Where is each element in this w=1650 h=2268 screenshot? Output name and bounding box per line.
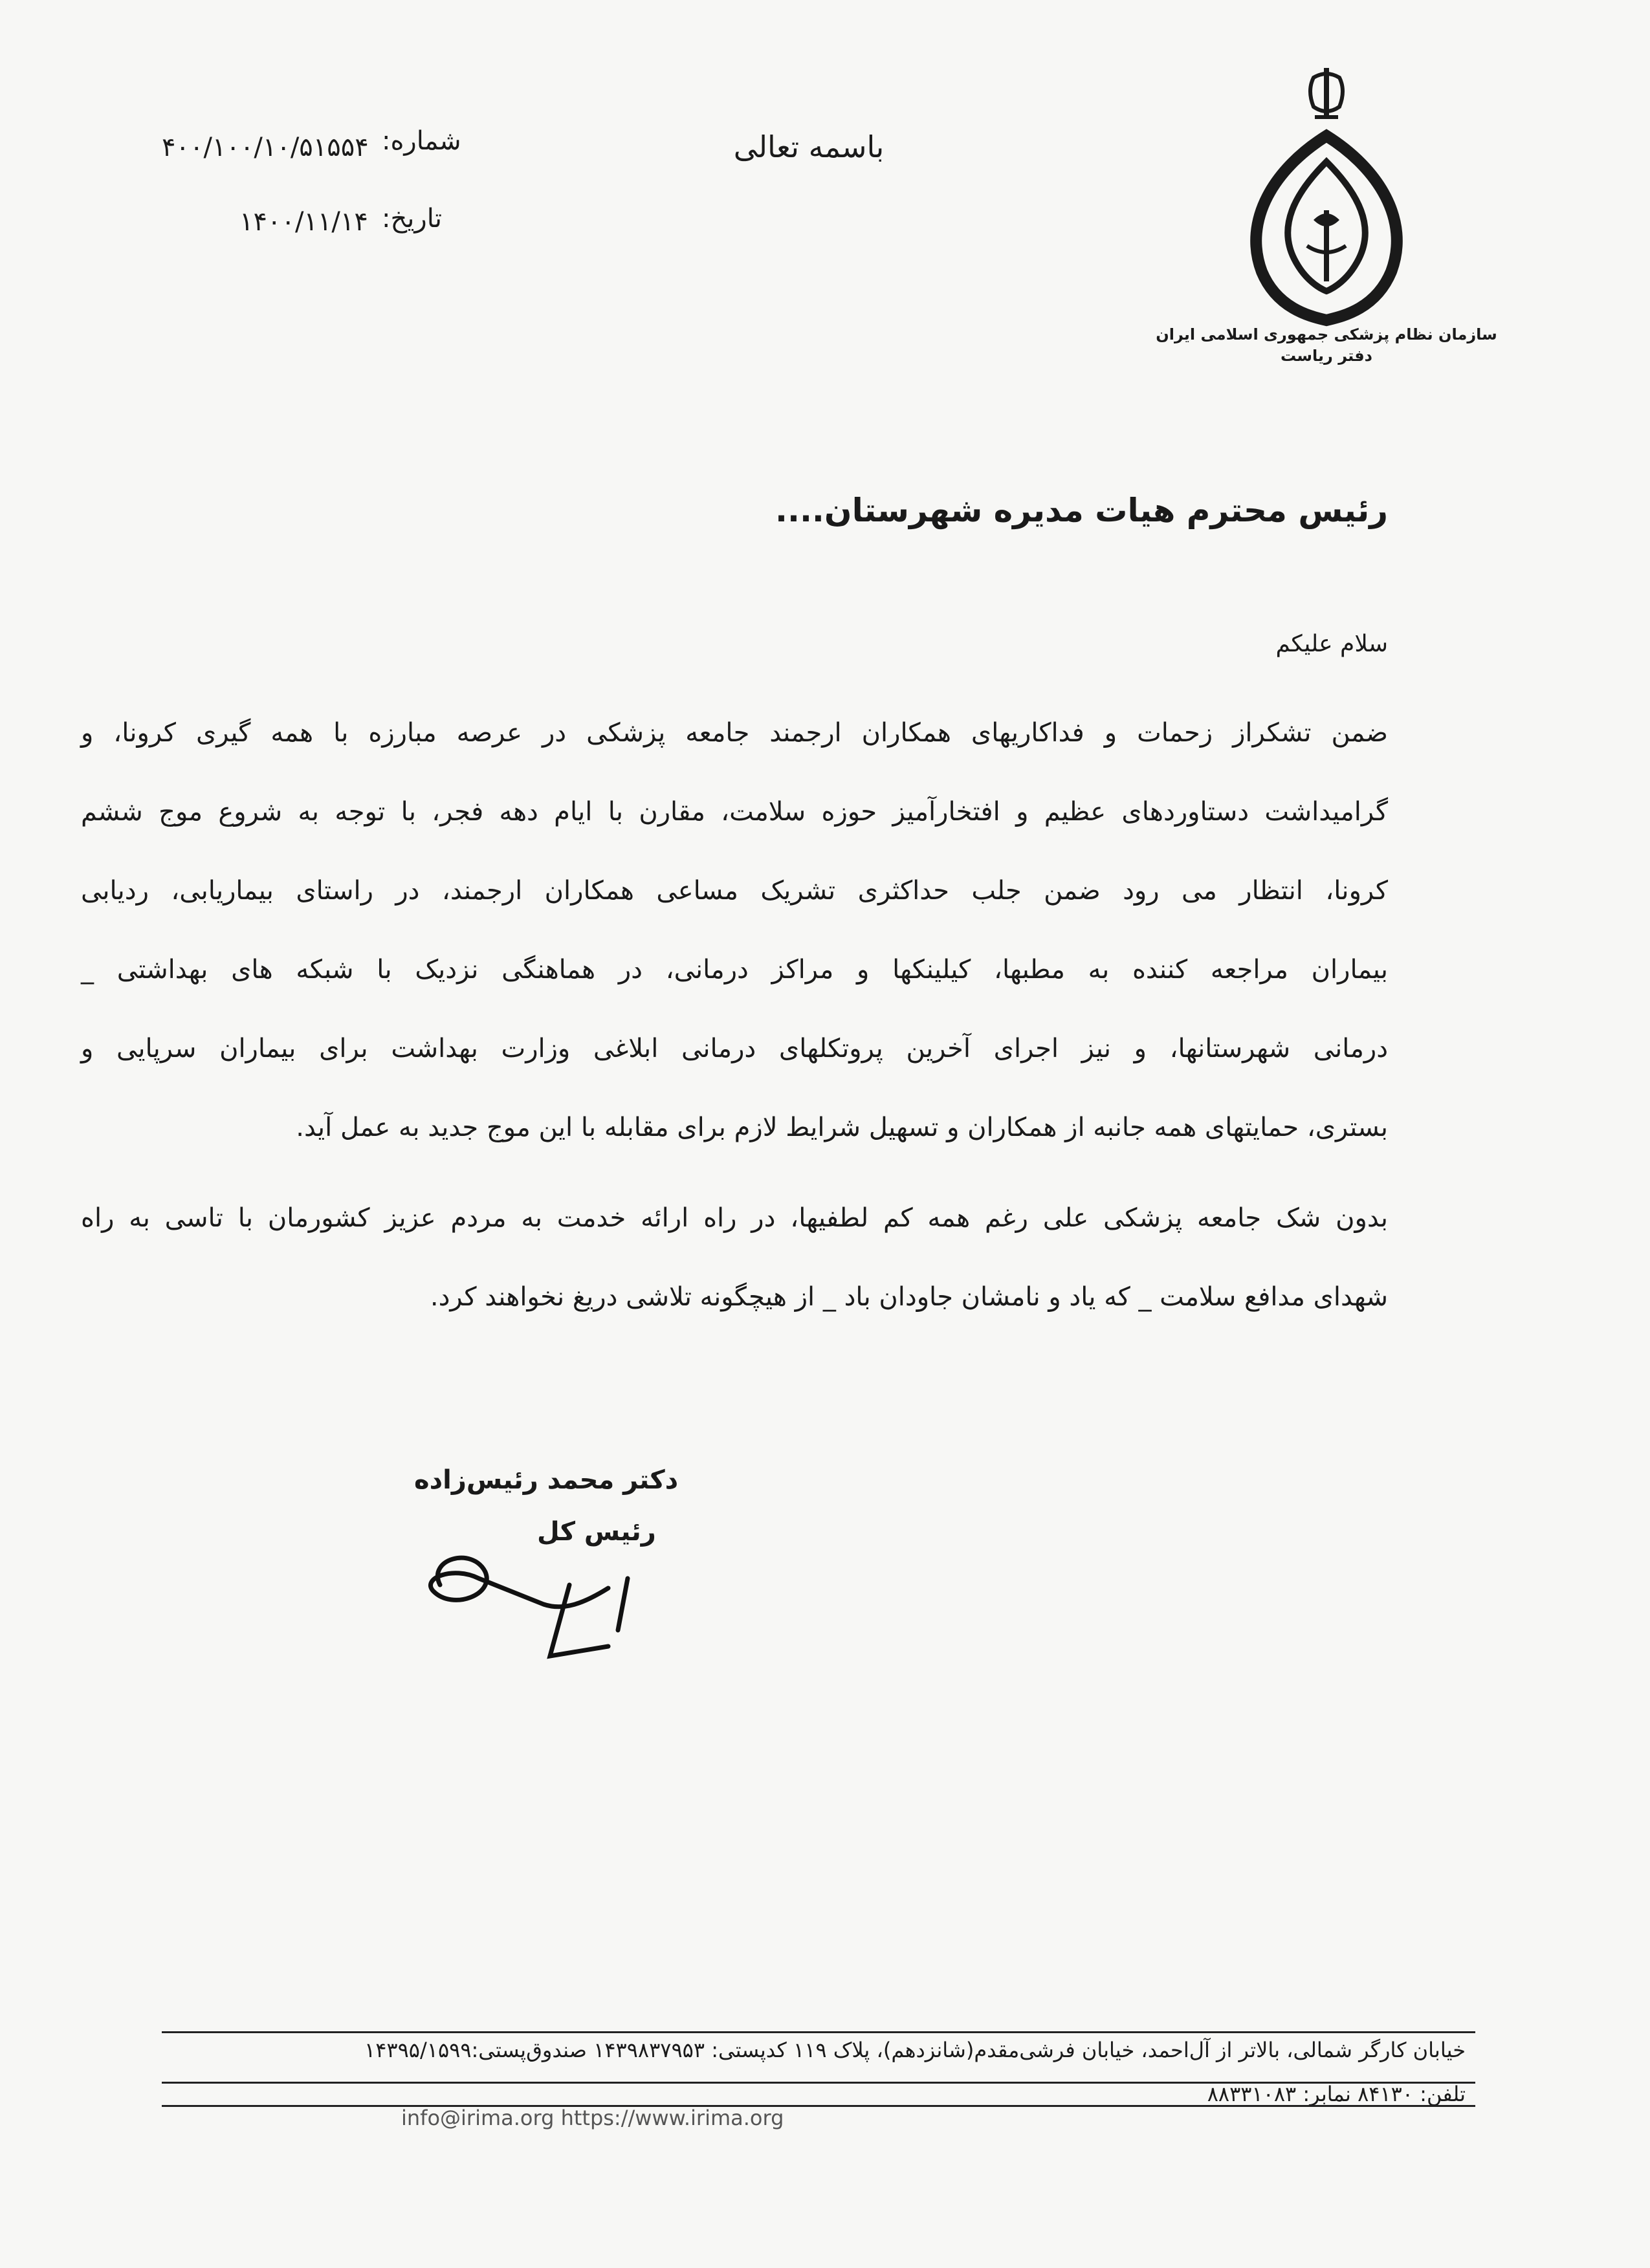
signer-name: دکتر محمد رئیس‌زاده xyxy=(414,1465,679,1495)
medical-council-emblem xyxy=(1156,65,1497,369)
paragraph1-line: ضمن تشکراز زحمات و فداکاریهای همکاران ارجمند جامعه پزشکی در عرصه مبارزه با همه گیری کرونا، و xyxy=(81,718,1388,748)
paragraph1-line: درمانی شهرستانها، و نیز اجرای آخرین پروتکلهای درمانی ابلاغی وزارت بهداشت برای بیماران سرپایی و xyxy=(81,1034,1388,1063)
paragraph1-line: بستری، حمایتهای همه جانبه از همکاران و تسهیل شرایط لازم برای مقابله با این موج جدید به عمل آید. xyxy=(296,1113,1388,1142)
letter-date: ۱۴۰۰/۱۱/۱۴ xyxy=(239,207,368,237)
footer-address: خیابان کارگر شمالی، بالاتر از آل‌احمد، خیابان فرشی‌مقدم(شانزدهم)، پلاک ۱۱۹ کدپستی: ۱۴۳۹۸۳۷۹۵۳ صندوق‌پستی:۱۴۳۹۵/۱۵۹۹ xyxy=(364,2038,1466,2062)
recipient-heading: رئیس محترم هیات مدیره شهرستان.... xyxy=(775,492,1388,529)
signer-title: رئیس کل xyxy=(537,1517,656,1547)
emblem-caption-line2: دفتر ریاست xyxy=(1281,347,1372,365)
letter-number: ۴۰۰/۱۰۰/۱۰/۵۱۵۵۴ xyxy=(162,133,369,162)
emblem-caption-line1: سازمان نظام پزشکی جمهوری اسلامی ایران xyxy=(1156,325,1497,343)
paragraph1-line: گرامیداشت دستاوردهای عظیم و افتخارآمیز حوزه سلامت، مقارن با ایام دهه فجر، با توجه به شروع موج ششم xyxy=(81,797,1388,827)
bismillah-heading: باسمه تعالی xyxy=(733,129,885,164)
footer-phone: تلفن: ۸۴۱۳۰ نمابر: ۸۸۳۳۱۰۸۳ xyxy=(1207,2082,1466,2106)
paragraph1-line: بیماران مراجعه کننده به مطبها، کیلینکها و مراکز درمانی، در هماهنگی نزدیک با شبکه های بهداشتی _ xyxy=(81,955,1388,985)
paragraph1-line: کرونا، انتظار می رود ضمن جلب حداکثری تشریک مساعی همکاران ارجمند، در راستای بیماریابی، ردیابی xyxy=(81,876,1388,906)
footer-web: info@irima.org https://www.irima.org xyxy=(401,2106,784,2130)
number-label: شماره: xyxy=(382,126,461,156)
paragraph2-line: شهدای مدافع سلامت _ که یاد و نامشان جاودان باد _ از هیچگونه تلاشی دریغ نخواهند کرد. xyxy=(430,1282,1388,1312)
paragraph2-line: بدون شک جامعه پزشکی علی رغم همه کم لطفیها، در راه ارائه خدمت به مردم عزیز کشورمان با تاسی به راه xyxy=(81,1203,1388,1233)
handwritten-signature xyxy=(414,1533,660,1675)
footer-rule xyxy=(162,2105,1475,2107)
greeting: سلام علیکم xyxy=(1275,631,1388,657)
iran-emblem-icon xyxy=(1310,68,1343,119)
date-label: تاریخ: xyxy=(382,204,443,234)
footer-rule xyxy=(162,2031,1475,2033)
